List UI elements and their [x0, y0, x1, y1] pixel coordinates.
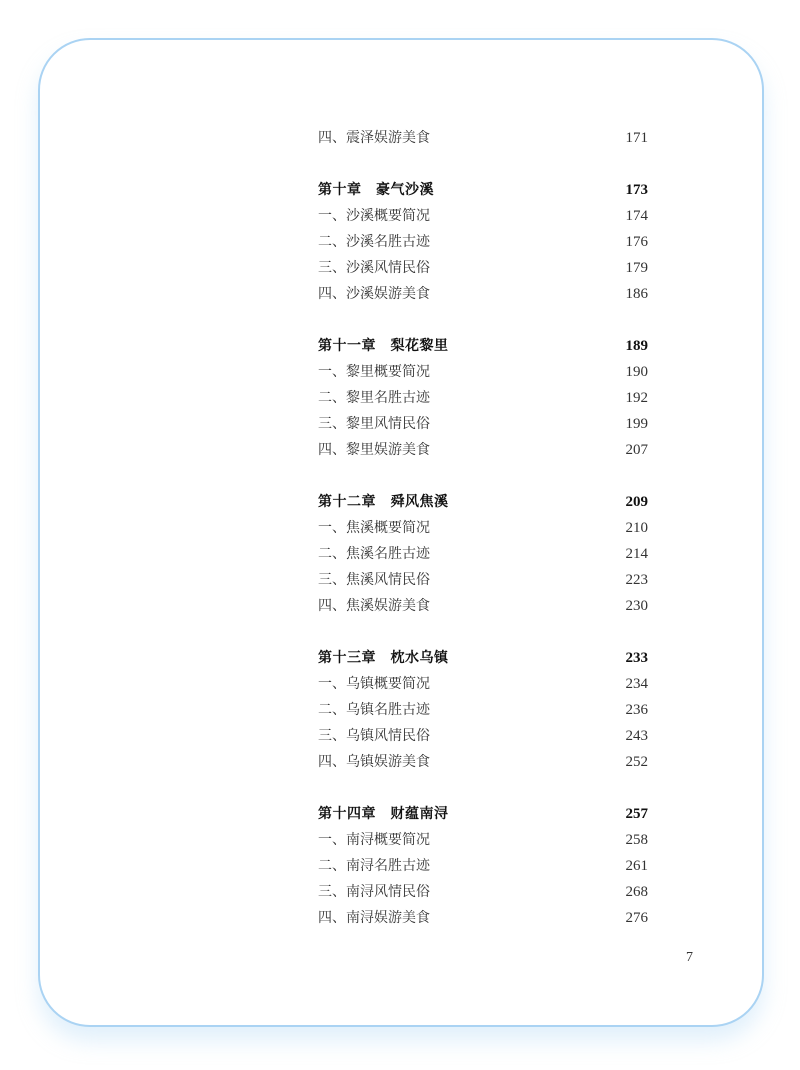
- toc-page-number: 276: [625, 910, 648, 926]
- table-of-contents: [318, 125, 648, 931]
- toc-title: 二、乌镇名胜古迹: [318, 702, 430, 718]
- toc-title: 四、震泽娱游美食: [318, 130, 430, 146]
- toc-page-number: 234: [625, 676, 648, 692]
- page-number: 7: [686, 950, 693, 965]
- toc-page-number: 179: [625, 260, 648, 276]
- toc-entry[interactable]: [318, 437, 648, 463]
- toc-entry[interactable]: [318, 853, 648, 879]
- toc-page-number: 192: [625, 390, 648, 406]
- toc-entry[interactable]: [318, 125, 648, 151]
- toc-entry[interactable]: [318, 671, 648, 697]
- toc-page-number: 176: [625, 234, 648, 250]
- toc-title: 一、乌镇概要简况: [318, 676, 430, 692]
- toc-title: 二、沙溪名胜古迹: [318, 234, 430, 250]
- toc-chapter-heading[interactable]: [318, 333, 648, 359]
- toc-page-number: 209: [625, 494, 648, 510]
- toc-title: 一、南浔概要简况: [318, 832, 430, 848]
- toc-title: 四、乌镇娱游美食: [318, 754, 430, 770]
- toc-page-number: 243: [625, 728, 648, 744]
- toc-title: 三、黎里风情民俗: [318, 416, 430, 432]
- toc-chapter-heading[interactable]: [318, 489, 648, 515]
- toc-page-number: 230: [625, 598, 648, 614]
- toc-page-number: 189: [625, 338, 648, 354]
- toc-entry[interactable]: [318, 749, 648, 775]
- section-gap: [318, 151, 648, 177]
- toc-entry[interactable]: [318, 905, 648, 931]
- toc-title: 四、南浔娱游美食: [318, 910, 430, 926]
- toc-title: 三、焦溪风情民俗: [318, 572, 430, 588]
- toc-entry[interactable]: [318, 515, 648, 541]
- toc-entry[interactable]: [318, 567, 648, 593]
- toc-page-number: 233: [625, 650, 648, 666]
- toc-entry[interactable]: [318, 385, 648, 411]
- toc-chapter-heading[interactable]: [318, 177, 648, 203]
- toc-page-number: 199: [625, 416, 648, 432]
- toc-page-number: 190: [625, 364, 648, 380]
- toc-page-number: 223: [625, 572, 648, 588]
- toc-entry[interactable]: [318, 593, 648, 619]
- toc-title: 四、焦溪娱游美食: [318, 598, 430, 614]
- toc-title: 三、沙溪风情民俗: [318, 260, 430, 276]
- toc-title: 一、黎里概要简况: [318, 364, 430, 380]
- toc-title: 二、黎里名胜古迹: [318, 390, 430, 406]
- toc-entry[interactable]: [318, 879, 648, 905]
- toc-page-number: 258: [625, 832, 648, 848]
- toc-title: 第十一章 梨花黎里: [318, 338, 449, 354]
- toc-title: 三、南浔风情民俗: [318, 884, 430, 900]
- toc-page-number: 207: [625, 442, 648, 458]
- toc-title: 三、乌镇风情民俗: [318, 728, 430, 744]
- toc-entry[interactable]: [318, 255, 648, 281]
- toc-entry[interactable]: [318, 723, 648, 749]
- toc-title: 第十四章 财蕴南浔: [318, 806, 449, 822]
- toc-entry[interactable]: [318, 359, 648, 385]
- toc-entry[interactable]: [318, 541, 648, 567]
- toc-title: 四、沙溪娱游美食: [318, 286, 430, 302]
- toc-page-number: 252: [625, 754, 648, 770]
- toc-page-number: 186: [625, 286, 648, 302]
- toc-entry[interactable]: [318, 229, 648, 255]
- toc-page-number: 174: [625, 208, 648, 224]
- section-gap: [318, 463, 648, 489]
- section-gap: [318, 619, 648, 645]
- toc-page-number: 171: [625, 130, 648, 146]
- toc-title: 四、黎里娱游美食: [318, 442, 430, 458]
- toc-title: 一、沙溪概要简况: [318, 208, 430, 224]
- toc-page-number: 268: [625, 884, 648, 900]
- toc-entry[interactable]: [318, 203, 648, 229]
- toc-page-number: 236: [625, 702, 648, 718]
- toc-title: 一、焦溪概要简况: [318, 520, 430, 536]
- toc-title: 第十章 豪气沙溪: [318, 182, 434, 198]
- toc-page-number: 173: [625, 182, 648, 198]
- toc-entry[interactable]: [318, 281, 648, 307]
- toc-title: 二、南浔名胜古迹: [318, 858, 430, 874]
- section-gap: [318, 307, 648, 333]
- section-gap: [318, 775, 648, 801]
- toc-title: 第十二章 舜风焦溪: [318, 494, 449, 510]
- toc-page-number: 261: [625, 858, 648, 874]
- toc-chapter-heading[interactable]: [318, 801, 648, 827]
- toc-page-number: 210: [625, 520, 648, 536]
- toc-entry[interactable]: [318, 697, 648, 723]
- toc-page-number: 257: [625, 806, 648, 822]
- toc-title: 二、焦溪名胜古迹: [318, 546, 430, 562]
- toc-title: 第十三章 枕水乌镇: [318, 650, 449, 666]
- toc-page-number: 214: [625, 546, 648, 562]
- toc-chapter-heading[interactable]: [318, 645, 648, 671]
- toc-entry[interactable]: [318, 827, 648, 853]
- toc-entry[interactable]: [318, 411, 648, 437]
